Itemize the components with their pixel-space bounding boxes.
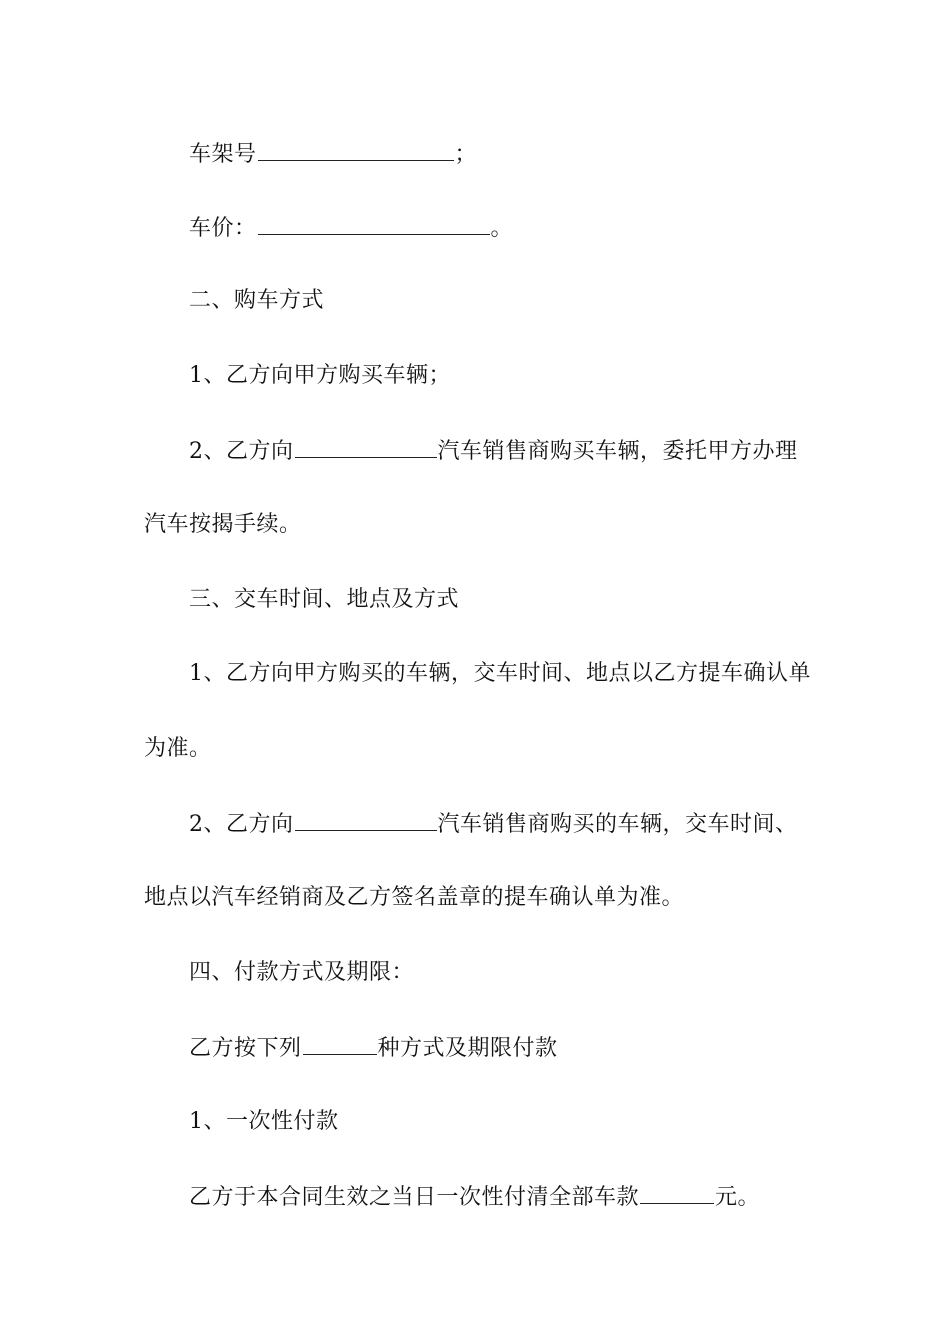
section-3-item-1: 1、乙方向甲方购买的车辆，交车时间、地点以乙方提车确认单 xyxy=(189,661,811,686)
section-4-item-1: 1、一次性付款 xyxy=(189,1109,339,1134)
dealer-blank-2[interactable] xyxy=(295,808,437,831)
section-3-item-2-pre: 2、乙方向 xyxy=(189,812,294,837)
section-2-item-1: 1、乙方向甲方购买车辆； xyxy=(189,363,451,388)
section-2-heading: 二、购车方式 xyxy=(189,288,325,313)
price-suffix: 。 xyxy=(490,216,514,241)
payment-method-blank[interactable] xyxy=(303,1032,377,1055)
dealer-blank-1[interactable] xyxy=(295,435,437,458)
payment-method-line xyxy=(189,1032,558,1064)
lump-sum-post: 元。 xyxy=(715,1185,761,1210)
vin-suffix: ； xyxy=(454,142,478,167)
payment-method-pre: 乙方按下列 xyxy=(189,1036,302,1061)
section-4-heading: 四、付款方式及期限： xyxy=(189,960,415,985)
section-3-heading: 三、交车时间、地点及方式 xyxy=(189,587,460,612)
lump-sum-pre: 乙方于本合同生效之当日一次性付清全部车款 xyxy=(189,1185,640,1210)
section-3-item-2 xyxy=(189,808,798,840)
section-2-item-2-pre: 2、乙方向 xyxy=(189,439,294,464)
price-blank[interactable] xyxy=(258,212,490,235)
section-3-item-2-post: 汽车销售商购买的车辆，交车时间、 xyxy=(437,812,798,837)
section-3-item-1-cont: 为准。 xyxy=(144,736,212,761)
price-label: 车价： xyxy=(189,216,257,241)
vin-line xyxy=(189,138,477,170)
payment-method-post: 种方式及期限付款 xyxy=(377,1036,558,1061)
vin-blank[interactable] xyxy=(258,138,454,161)
section-2-item-2-cont: 汽车按揭手续。 xyxy=(144,512,302,537)
section-3-item-2-cont: 地点以汽车经销商及乙方签名盖章的提车确认单为准。 xyxy=(144,885,685,910)
price-line xyxy=(189,212,513,244)
section-2-item-2 xyxy=(189,435,798,467)
lump-sum-blank[interactable] xyxy=(640,1181,714,1204)
lump-sum-line xyxy=(189,1181,760,1213)
section-2-item-2-post: 汽车销售商购买车辆，委托甲方办理 xyxy=(437,439,798,464)
vin-label: 车架号 xyxy=(189,142,257,167)
